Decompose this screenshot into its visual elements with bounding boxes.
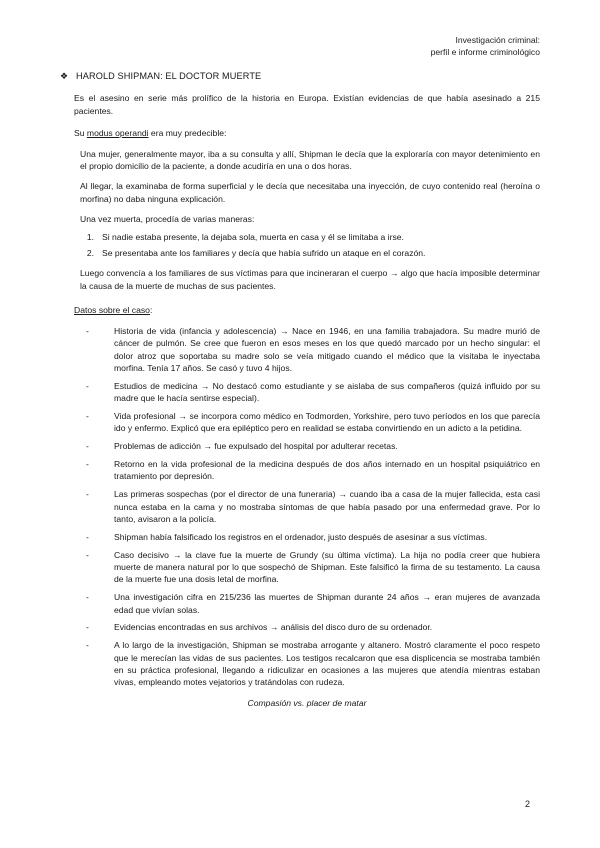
ways-item — [80, 231, 540, 243]
document-body — [60, 70, 540, 709]
ways-list — [80, 231, 540, 260]
ways-item-text: Se presentaba ante los familiares y decía que había sufrido un ataque en el corazón. — [102, 248, 426, 259]
modus-paragraph: Una vez muerta, procedía de varias maneras: — [80, 214, 255, 225]
datos-item-text: Una investigación cifra en 215/236 las muertes de Shipman durante 24 años → eran mujeres de avanzada edad que vivían solas. — [114, 592, 540, 615]
dash-bullet-icon: - — [86, 531, 89, 542]
page-number: 2 — [524, 799, 530, 809]
dash-bullet-icon: - — [86, 640, 89, 651]
datos-item-text: Historia de vida (infancia y adolescencia) → Nace en 1946, en una familia trabajadora. Su madre murió de cáncer de pulmón. Se cree que fueron en esos meses en los que quedó marcado por un hecho singular: el dolor atroz que soportaba su madre solo se veía mitigado cuando el médico que la visitaba le inyectaba morfina. Tenía 17 años. Se casó y tuvo 4 hijos. — [114, 325, 540, 373]
modus-suffix: era muy predecible: — [148, 128, 227, 139]
datos-item-text: Vida profesional → se incorpora como médico en Todmorden, Yorkshire, pero tuvo períodos en los que parecía ido y enfermo. Explicó que era epiléptico pero en realidad se estaba convirtiendo en un adicto a la petidina. — [114, 410, 540, 434]
ways-item — [80, 247, 540, 259]
dash-bullet-icon: - — [86, 489, 89, 500]
section-title — [60, 70, 540, 82]
dash-bullet-icon: - — [86, 380, 89, 391]
datos-item — [60, 549, 540, 586]
datos-title-colon: : — [149, 305, 153, 316]
datos-item — [60, 325, 540, 375]
diamond-bullet-icon: ❖ — [60, 71, 69, 81]
datos-title — [74, 304, 540, 316]
modus-term: modus operandi — [86, 128, 149, 139]
datos-title-text: Datos sobre el caso — [74, 305, 150, 316]
datos-item-text: Shipman había falsificado los registros en el ordenador, justo después de asesinar a sus víctimas. — [114, 531, 488, 542]
datos-item — [60, 591, 540, 616]
dash-bullet-icon: - — [86, 325, 89, 336]
datos-item-text: Retorno en la vida profesional de la medicina después de dos años internado en un hospital psiquiátrico en tratamiento por depresión. — [114, 458, 540, 482]
intro-paragraph: Es el asesino en serie más prolífico de la historia en Europa. Existían evidencias de que había asesinado a 215 pacientes. — [74, 93, 540, 116]
dash-bullet-icon: - — [86, 458, 89, 469]
datos-item-text: Caso decisivo → la clave fue la muerte de Grundy (su última víctima). La hija no podía creer que hubiera muerte de manera natural por lo que sospechó de Shipman. Este falsificó la firma de su testamento. La causa de la muerte fue una dosis letal de morfina. — [114, 549, 540, 585]
modus-paragraph: Al llegar, la examinaba de forma superficial y le decía que necesitaba una inyección, de cuyo contenido real (heroína o morfina) no daba ninguna explicación. — [80, 181, 540, 204]
section-title-text: HAROLD SHIPMAN: EL DOCTOR MUERTE — [76, 71, 262, 81]
dash-bullet-icon: - — [86, 441, 89, 452]
modus-paragraph: Una mujer, generalmente mayor, iba a su consulta y allí, Shipman le decía que la exploraría con mayor detenimiento en el propio domicilio de la paciente, a donde acudiría en una o dos horas. — [80, 148, 540, 172]
dash-bullet-icon: - — [86, 622, 89, 633]
closing-line: Compasión vs. placer de matar — [247, 697, 367, 708]
datos-item-text: Las primeras sospechas (por el director de una funeraria) → cuando iba a casa de la mujer fallecida, esta casi nunca estaba en la cama y no mostraba síntomas de que había pasado por una enfermedad grave. Por lo tanto, avisaron a la policía. — [114, 489, 540, 524]
header-line-2: perfil e informe criminológico — [430, 47, 540, 57]
modus-prefix: Su — [74, 128, 87, 139]
datos-item — [60, 488, 540, 525]
ways-item-text: Si nadie estaba presente, la dejaba sola, muerta en casa y él se limitaba a irse. — [102, 231, 404, 242]
ways-item-number: 1. — [86, 231, 94, 242]
dash-bullet-icon: - — [86, 549, 89, 560]
dash-bullet-icon: - — [86, 410, 89, 421]
modus-heading — [74, 127, 540, 139]
datos-item — [60, 531, 540, 543]
ways-item-number: 2. — [86, 248, 94, 259]
datos-item — [60, 639, 540, 689]
datos-item — [60, 621, 540, 633]
datos-item — [60, 380, 540, 405]
datos-list — [60, 325, 540, 689]
after-ways-paragraph: Luego convencía a los familiares de sus víctimas para que incineraran el cuerpo → algo que hacía imposible determinar la causa de la muerte de muchas de sus pacientes. — [80, 268, 540, 291]
datos-item-text: A lo largo de la investigación, Shipman se mostraba arrogante y altanero. Mostró claramente el poco respeto que le merecían las vidas de sus pacientes. Los testigos recalcaron que esa displicencia se mostraba también en su práctica profesional, llegando a ridiculizar en ocasiones a las mujeres que atendía mientras estaban vivas, empleando motes vejatorios y tratándolas con rudeza. — [114, 640, 540, 688]
page-header — [431, 34, 540, 58]
dash-bullet-icon: - — [86, 592, 89, 603]
datos-item-text: Evidencias encontradas en sus archivos → análisis del disco duro de su ordenador. — [114, 622, 433, 633]
datos-item — [60, 458, 540, 483]
datos-item-text: Estudios de medicina → No destacó como estudiante y se aislaba de sus compañeros (quizá influido por su madre que le hacía sentirse especial). — [114, 380, 540, 404]
datos-item — [60, 410, 540, 435]
header-line-1: Investigación criminal: — [455, 35, 540, 45]
datos-item — [60, 440, 540, 452]
datos-item-text: Problemas de adicción → fue expulsado del hospital por adulterar recetas. — [114, 441, 398, 452]
